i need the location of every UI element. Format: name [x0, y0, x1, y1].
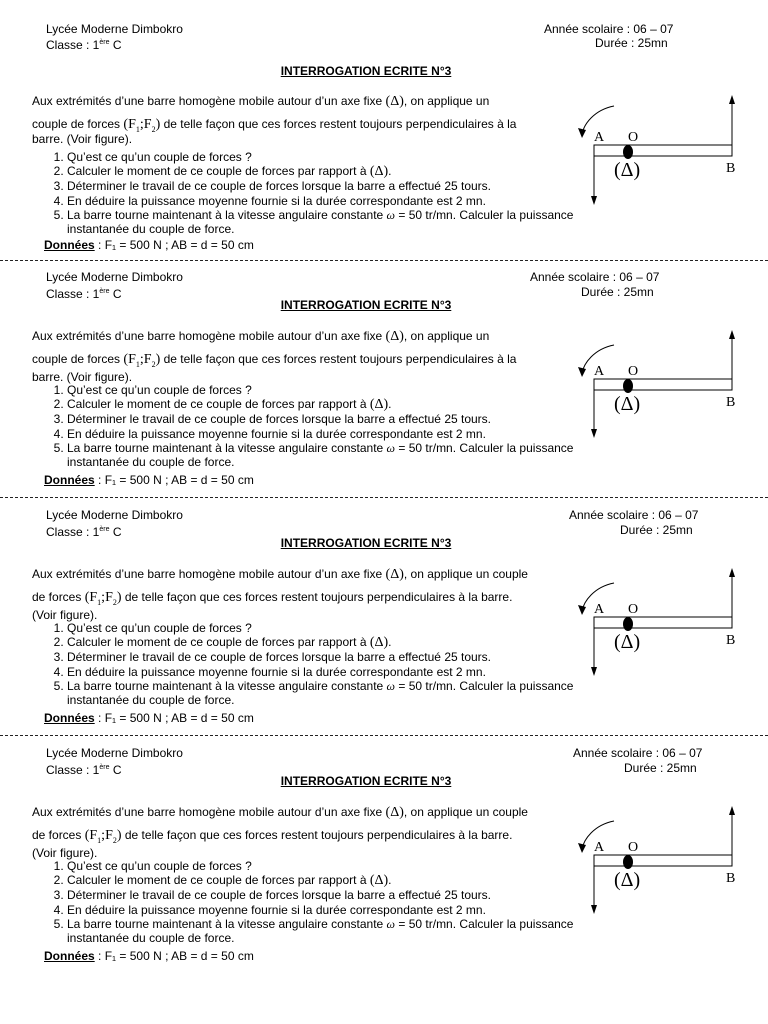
question-list: [32, 150, 587, 236]
class-label: [46, 36, 121, 52]
quiz-title: INTERROGATION ECRITE N°3: [280, 774, 452, 788]
duration: Durée : 25mn: [595, 36, 668, 50]
omega-symbol: ω: [386, 916, 396, 931]
quiz-section-2: [0, 237, 768, 487]
label-b: B: [726, 633, 736, 648]
label-axis: (Δ): [614, 631, 641, 653]
question-item: 4. En déduire la puissance moyenne fournie si la durée correspondante est 2 mn.: [67, 427, 587, 441]
school-name: Lycée Moderne Dimbokro: [46, 746, 183, 760]
given-data-values: : F₁ = 500 N ; AB = d = 50 cm: [94, 238, 254, 252]
intro-line-1: Aux extrémités d’une barre homogène mobile autour d’un axe fixe: [32, 329, 383, 343]
question-item: 1. Qu’est ce qu’un couple de forces ?: [67, 150, 587, 164]
given-data-label: Données: [44, 949, 95, 963]
school-year: Année scolaire : 06 – 07: [544, 22, 674, 36]
question-item: 2. Calculer le moment de ce couple de forces par rapport à (Δ).: [67, 397, 587, 412]
class-sup: ère: [99, 764, 110, 771]
school-name: Lycée Moderne Dimbokro: [46, 270, 183, 284]
question-item: 2. Calculer le moment de ce couple de forces par rapport à (Δ).: [67, 635, 587, 650]
label-a: A: [594, 840, 605, 855]
axis-symbol: (Δ): [385, 329, 404, 344]
pivot-axis: [623, 617, 633, 631]
question-item: 4. En déduire la puissance moyenne fournie si la durée correspondante est 2 mn.: [67, 903, 587, 917]
bar: [594, 379, 732, 390]
class-suffix: C: [109, 38, 122, 52]
question-item: 3. Déterminer le travail de ce couple de forces lorsque la barre a effectué 25 tours.: [67, 179, 587, 193]
question-item: 1. Qu’est ce qu’un couple de forces ?: [67, 859, 587, 873]
bar: [594, 855, 732, 866]
class-prefix: Classe : 1: [46, 287, 100, 301]
quiz-title: INTERROGATION ECRITE N°3: [280, 536, 452, 550]
duration: Durée : 25mn: [581, 285, 654, 299]
label-b: B: [726, 395, 736, 410]
class-sup: ère: [99, 39, 110, 46]
given-data-values: : F₁ = 500 N ; AB = d = 50 cm: [94, 473, 254, 487]
intro-line-1: Aux extrémités d’une barre homogène mobile autour d’un axe fixe: [32, 94, 383, 108]
class-prefix: Classe : 1: [46, 525, 100, 539]
quiz-title: INTERROGATION ECRITE N°3: [280, 64, 452, 78]
label-o: O: [628, 130, 639, 145]
intro-line-1-end: , on applique un: [403, 329, 490, 343]
label-axis: (Δ): [614, 869, 641, 891]
school-name: Lycée Moderne Dimbokro: [46, 22, 183, 36]
forces-symbol: $(F_1;F_2)$: [123, 352, 161, 369]
intro-line-3: de telle façon que ces forces restent toujours perpendiculaires à la: [163, 352, 517, 366]
force-f2-arrowhead-icon: [729, 95, 735, 104]
question-item: 4. En déduire la puissance moyenne fournie si la durée correspondante est 2 mn.: [67, 194, 587, 208]
intro-line-1: Aux extrémités d’une barre homogène mobile autour d’un axe fixe: [32, 567, 383, 581]
given-data-values: : F₁ = 500 N ; AB = d = 50 cm: [94, 711, 254, 725]
axis-symbol: (Δ): [369, 164, 389, 180]
rotation-arrowhead-icon: [578, 367, 586, 377]
label-b: B: [726, 161, 736, 176]
quiz-title: INTERROGATION ECRITE N°3: [280, 298, 452, 312]
label-axis: (Δ): [614, 393, 641, 415]
question-item: 1. Qu’est ce qu’un couple de forces ?: [67, 383, 587, 397]
label-a: A: [594, 130, 605, 145]
problem-statement: [32, 801, 592, 852]
intro-line-4: barre. (Voir figure).: [32, 132, 133, 146]
class-suffix: C: [109, 525, 122, 539]
given-data-label: Données: [44, 473, 95, 487]
question-item: 3. Déterminer le travail de ce couple de forces lorsque la barre a effectué 25 tours.: [67, 412, 587, 426]
problem-statement: [32, 563, 592, 614]
force-f1-arrowhead-icon: [591, 667, 597, 676]
intro-line-3: de telle façon que ces forces restent toujours perpendiculaires à la barre.: [124, 590, 513, 604]
intro-line-2: de forces: [32, 590, 82, 604]
pivot-axis: [623, 379, 633, 393]
label-o: O: [628, 840, 639, 855]
lever-figure: [572, 90, 768, 220]
intro-line-2: de forces: [32, 828, 82, 842]
label-o: O: [628, 364, 639, 379]
forces-symbol: $(F_1;F_2)$: [84, 828, 122, 845]
given-data-values: : F₁ = 500 N ; AB = d = 50 cm: [94, 949, 254, 963]
problem-statement: [32, 325, 562, 376]
school-name: Lycée Moderne Dimbokro: [46, 508, 183, 522]
bar: [594, 617, 732, 628]
intro-line-2: couple de forces: [32, 352, 121, 366]
intro-line-1-end: , on applique un couple: [403, 567, 528, 581]
lever-figure: [572, 801, 768, 931]
label-axis: (Δ): [614, 159, 641, 181]
question-list: [32, 383, 587, 469]
quiz-section-1: [0, 0, 768, 252]
question-list: [32, 859, 587, 945]
intro-line-1-end: , on applique un: [403, 94, 490, 108]
axis-symbol: (Δ): [385, 805, 404, 820]
class-suffix: C: [109, 287, 122, 301]
given-data: [44, 949, 254, 963]
school-year: Année scolaire : 06 – 07: [573, 746, 703, 760]
intro-line-3: de telle façon que ces forces restent toujours perpendiculaires à la: [163, 117, 517, 131]
force-f2-arrowhead-icon: [729, 568, 735, 577]
axis-symbol: (Δ): [369, 873, 389, 889]
class-sup: ère: [99, 526, 110, 533]
school-year: Année scolaire : 06 – 07: [569, 508, 699, 522]
question-item: 2. Calculer le moment de ce couple de forces par rapport à (Δ).: [67, 164, 587, 179]
label-a: A: [594, 602, 605, 617]
school-year: Année scolaire : 06 – 07: [530, 270, 660, 284]
intro-line-1-end: , on applique un couple: [403, 805, 528, 819]
question-list: [32, 621, 587, 707]
forces-symbol: $(F_1;F_2)$: [84, 590, 122, 607]
rotation-arrowhead-icon: [578, 605, 586, 615]
class-sup: ère: [99, 288, 110, 295]
axis-symbol: (Δ): [369, 635, 389, 651]
intro-line-2: couple de forces: [32, 117, 121, 131]
given-data-label: Données: [44, 711, 95, 725]
duration: Durée : 25mn: [624, 761, 697, 775]
axis-symbol: (Δ): [369, 397, 389, 413]
force-f2-arrowhead-icon: [729, 330, 735, 339]
bar: [594, 145, 732, 156]
intro-line-4: (Voir figure).: [32, 608, 98, 622]
force-f1-arrowhead-icon: [591, 196, 597, 205]
class-prefix: Classe : 1: [46, 763, 100, 777]
quiz-section-4: [0, 713, 768, 963]
force-f1-arrowhead-icon: [591, 429, 597, 438]
duration: Durée : 25mn: [620, 523, 693, 537]
intro-line-3: de telle façon que ces forces restent toujours perpendiculaires à la barre.: [124, 828, 513, 842]
axis-symbol: (Δ): [385, 94, 404, 109]
rotation-arrowhead-icon: [578, 843, 586, 853]
rotation-arrowhead-icon: [578, 128, 586, 138]
pivot-axis: [623, 855, 633, 869]
omega-symbol: ω: [386, 440, 396, 455]
question-item: 1. Qu’est ce qu’un couple de forces ?: [67, 621, 587, 635]
forces-symbol: $(F_1;F_2)$: [123, 117, 161, 134]
label-b: B: [726, 871, 736, 886]
pivot-axis: [623, 145, 633, 159]
question-item: 5. La barre tourne maintenant à la vitesse angulaire constante ω = 50 tr/mn. Calculer la puissance instantanée du couple de force.: [67, 441, 587, 469]
given-data-label: Données: [44, 238, 95, 252]
question-item: 5. La barre tourne maintenant à la vitesse angulaire constante ω = 50 tr/mn. Calculer la puissance instantanée du couple de force.: [67, 208, 587, 236]
class-prefix: Classe : 1: [46, 38, 100, 52]
lever-figure: [572, 325, 768, 455]
question-item: 5. La barre tourne maintenant à la vitesse angulaire constante ω = 50 tr/mn. Calculer la puissance instantanée du couple de force.: [67, 917, 587, 945]
question-item: 2. Calculer le moment de ce couple de forces par rapport à (Δ).: [67, 873, 587, 888]
lever-figure: [572, 563, 768, 693]
force-f2-arrowhead-icon: [729, 806, 735, 815]
intro-line-4: (Voir figure).: [32, 846, 98, 860]
class-suffix: C: [109, 763, 122, 777]
intro-line-1: Aux extrémités d’une barre homogène mobile autour d’un axe fixe: [32, 805, 383, 819]
intro-line-4: barre. (Voir figure).: [32, 370, 133, 384]
label-a: A: [594, 364, 605, 379]
question-item: 4. En déduire la puissance moyenne fournie si la durée correspondante est 2 mn.: [67, 665, 587, 679]
question-item: 3. Déterminer le travail de ce couple de forces lorsque la barre a effectué 25 tours.: [67, 650, 587, 664]
omega-symbol: ω: [386, 678, 396, 693]
label-o: O: [628, 602, 639, 617]
force-f1-arrowhead-icon: [591, 905, 597, 914]
question-item: 3. Déterminer le travail de ce couple de forces lorsque la barre a effectué 25 tours.: [67, 888, 587, 902]
question-item: 5. La barre tourne maintenant à la vitesse angulaire constante ω = 50 tr/mn. Calculer la puissance instantanée du couple de force.: [67, 679, 587, 707]
omega-symbol: ω: [386, 207, 396, 222]
quiz-section-3: [0, 475, 768, 725]
axis-symbol: (Δ): [385, 567, 404, 582]
